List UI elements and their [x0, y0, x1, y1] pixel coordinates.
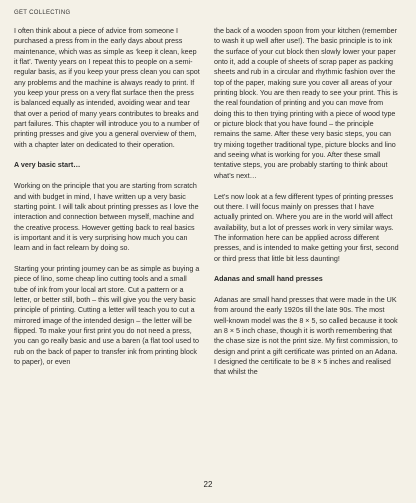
left-column: [14, 26, 200, 367]
body-paragraph: I often think about a piece of advice from someone I purchased a press from in the early days about press maintenance, which was as simple as ‘keep it clean, keep it flat’. Twenty years on I repeat this to people on a semi-regular basis, as if you keep your press clean you can spot any problems and the machine is always ready to print. If you keep your press on a very flat surface then the press is balanced equally as intended, avoiding wear and tear that over a period of many years contributes to breaks and part failures. This chapter will introduce you to a number of printing presses and give you a general overview of them, with a chapter later on dedicated to their operation.: [14, 27, 200, 149]
page-number: 22: [203, 480, 213, 489]
right-column: [214, 26, 400, 378]
running-head: GET COLLECTING: [14, 10, 71, 16]
body-paragraph: Working on the principle that you are starting from scratch and with budget in mind, I have written up a very basic starting point. I will talk about printing presses as I love the interaction and connection between myself, machine and the creative process. However getting back to real basics is important and it is very surprising how much you can learn and in fact relearn by doing so.: [14, 182, 199, 253]
section-heading: A very basic start…: [14, 161, 81, 170]
body-paragraph: Adanas are small hand presses that were made in the UK from around the early 1920s till the late 90s. The most well-known model was the 8 × 5, so called because it took an 8 × 5 inch chase, though it is worth remembering that the chase size is not the print size. My first commission, to design and print a gift certificate was printed on an Adana. I designed the certificate to be 8 × 5 inches and realised that whilst the: [214, 295, 398, 377]
section-heading: Adanas and small hand presses: [214, 275, 323, 284]
body-paragraph: the back of a wooden spoon from your kitchen (remember to wash it up well after use!). The basic principle is to ink the surface of your cut block then slowly lower your paper onto it, add a couple of sheets of scrap paper as packing sheets and rub in a circular and rhythmic fashion over the top of the paper, making sure you cover all areas of your printing block. You are then ready to see your print. This is the real foundation of printing and you can move from doing this to then trying printing with a piece of wood type or picture block that you have found – the principle remains the same. After these very basic steps, you can try mixing together traditional type, picture blocks and lino and seeing what is working for you. After these small tentative steps, you are probably starting to think about what’s next…: [214, 27, 398, 180]
body-paragraph: Starting your printing journey can be as simple as buying a piece of lino, some cheap lino cutting tools and a small tube of ink from your local art store. Cut a pattern or a letter, or better still, both – this will give you the very basic principle of printing. Cutting a letter will teach you to cut a mirrored image of the intended design – the letter will be flipped. To make your first print you do not need a press, you can go really basic and use a baren (a flat tool used to rub on the back of paper to transfer ink from printing block to paper), or even: [14, 264, 200, 366]
body-paragraph: Let’s now look at a few different types of printing presses out there. I will focus mainly on presses that I have actually printed on. Where you are in the world will affect availability, but a lot of presses work in very similar ways. The information here can be applied across different presses, and is intended to make getting your first, second or third press that little bit less daunting!: [214, 192, 399, 263]
